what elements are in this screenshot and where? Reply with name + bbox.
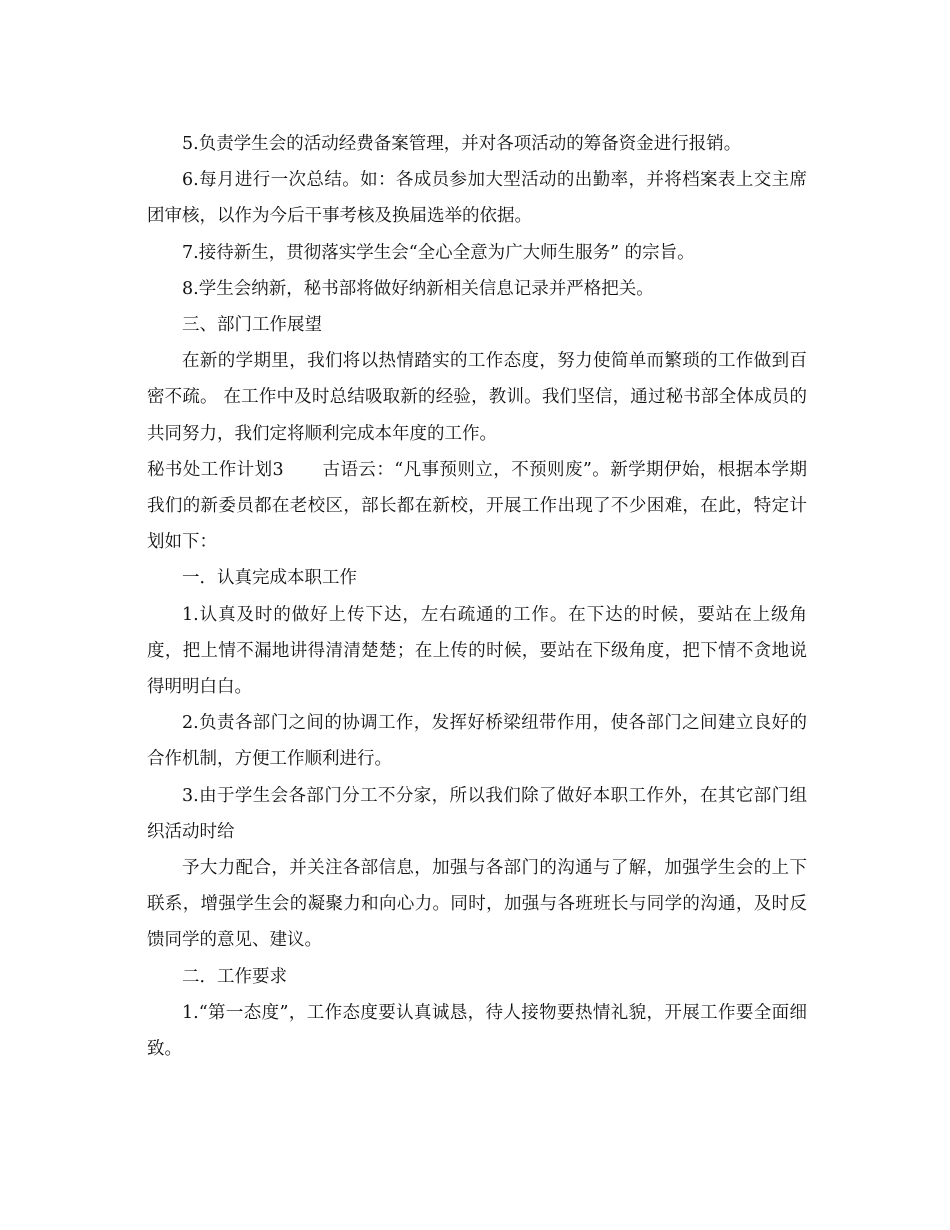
plan-intro: 古语云：“凡事预则立，不预则废”。新学期伊始，根据本学期我们的新委员都在老校区，部长都在新校，开展工作出现了不少困难，在此，特定计划如下： [147, 459, 807, 553]
paragraph-duty-3-cont: 予大力配合，并关注各部信息，加强与各部门的沟通与了解，加强学生会的上下联系，增强学生会的凝聚力和向心力。同时，加强与各班班长与同学的沟通，及时反馈同学的意见、建议。 [147, 858, 807, 951]
section-heading-duties: 一．认真完成本职工作 [182, 568, 357, 589]
paragraph-item-6: 6.每月进行一次总结。如：各成员参加大型活动的出勤率，并将档案表上交主席团审核，以作为今后干事考核及换届选举的依据。 [147, 170, 807, 227]
paragraph-duty-3: 3.由于学生会各部门分工不分家，所以我们除了做好本职工作外，在其它部门组织活动时给 [147, 785, 807, 842]
paragraph-item-7: 7.接待新生，贯彻落实学生会“全心全意为广大师生服务” 的宗旨。 [182, 242, 695, 263]
paragraph-item-8: 8.学生会纳新，秘书部将做好纳新相关信息记录并严格把关。 [182, 278, 654, 299]
paragraph-duty-2: 2.负责各部门之间的协调工作，发挥好桥梁纽带作用，使各部门之间建立良好的合作机制，方便工作顺利进行。 [147, 713, 807, 770]
paragraph-requirement-1: 1.“第一态度”，工作态度要认真诚恳，待人接物要热情礼貌，开展工作要全面细致。 [147, 1002, 807, 1060]
plan-title: 秘书处工作计划3 [147, 459, 284, 480]
paragraph-outlook: 在新的学期里，我们将以热情踏实的工作态度，努力使简单而繁琐的工作做到百密不疏。 在工作中及时总结吸取新的经验，教训。我们坚信，通过秘书部全体成员的共同努力，我们定将顺利完成本年度的工作。 [147, 351, 807, 444]
section-heading-outlook: 三、部门工作展望 [182, 315, 322, 336]
paragraph-item-5: 5.负责学生会的活动经费备案管理，并对各项活动的筹备资金进行报销。 [182, 134, 742, 154]
paragraph-duty-1: 1.认真及时的做好上传下达，左右疏通的工作。在下达的时候，要站在上级角度，把上情不漏地讲得清清楚楚；在上传的时候，要站在下级角度，把下情不贪地说得明明白白。 [147, 604, 807, 698]
plan-paragraph [147, 452, 807, 561]
document-page [147, 126, 807, 1067]
section-heading-requirements: 二．工作要求 [182, 966, 287, 987]
